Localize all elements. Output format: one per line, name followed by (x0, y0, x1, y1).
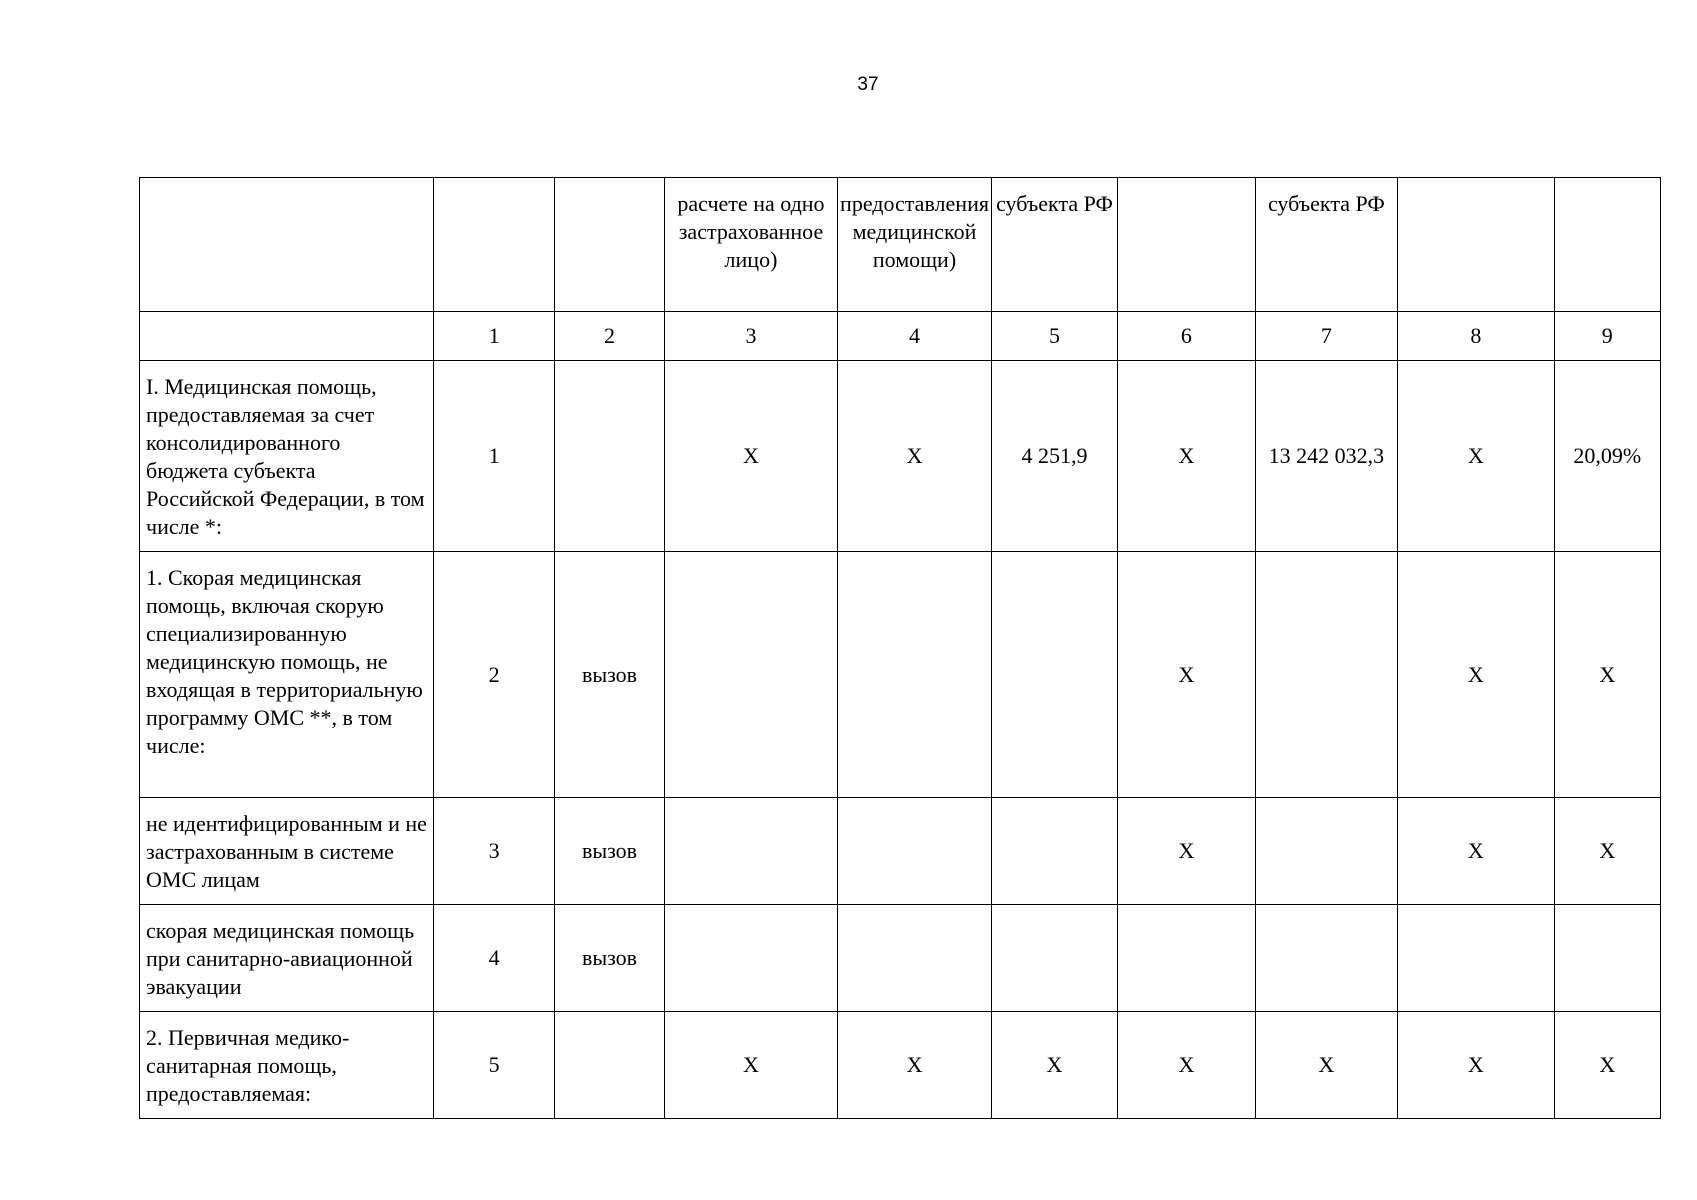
page-number: 37 (857, 74, 879, 95)
header-cell-name (140, 178, 434, 312)
row-cell-2: вызов (555, 552, 664, 798)
row-cell-8: Х (1398, 798, 1555, 905)
row-cell-4 (838, 798, 992, 905)
table-row (140, 552, 1661, 798)
row-cell-7: 13 242 032,3 (1255, 361, 1397, 552)
colnum-7: 7 (1255, 312, 1397, 361)
colnum-6: 6 (1118, 312, 1255, 361)
row-cell-3 (664, 798, 838, 905)
row-cell-9: Х (1554, 798, 1660, 905)
table-row (140, 1012, 1661, 1119)
row-cell-8: Х (1398, 361, 1555, 552)
header-cell-7: субъекта РФ (1255, 178, 1397, 312)
row-cell-6: Х (1118, 552, 1255, 798)
colnum-3: 3 (664, 312, 838, 361)
row-cell-6: Х (1118, 361, 1255, 552)
header-cell-6 (1118, 178, 1255, 312)
row-cell-6 (1118, 905, 1255, 1012)
column-number-row (140, 312, 1661, 361)
row-name: 2. Первичная медико-санитарная помощь, предоставляемая: (140, 1012, 434, 1119)
colnum-2: 2 (555, 312, 664, 361)
row-cell-5 (991, 552, 1117, 798)
colnum-1: 1 (433, 312, 554, 361)
row-cell-7 (1255, 905, 1397, 1012)
row-name: 1. Скорая медицинская помощь, включая скорую специализированную медицинскую помощь, не входящая в территориальную программу ОМС **, в том числе: (140, 552, 434, 798)
row-cell-3: Х (664, 361, 838, 552)
row-cell-8: Х (1398, 552, 1555, 798)
row-cell-8 (1398, 905, 1555, 1012)
header-cell-2 (555, 178, 664, 312)
row-cell-2: вызов (555, 798, 664, 905)
row-cell-5 (991, 798, 1117, 905)
colnum-9: 9 (1554, 312, 1660, 361)
header-cell-9 (1554, 178, 1660, 312)
colnum-4: 4 (838, 312, 992, 361)
row-cell-3 (664, 905, 838, 1012)
row-cell-4: Х (838, 1012, 992, 1119)
row-cell-3 (664, 552, 838, 798)
row-cell-4 (838, 905, 992, 1012)
row-cell-5: 4 251,9 (991, 361, 1117, 552)
header-cell-3: расчете на одно застрахованное лицо) (664, 178, 838, 312)
row-name: не идентифицированным и не застрахованным в системе ОМС лицам (140, 798, 434, 905)
row-cell-2 (555, 361, 664, 552)
header-cell-1 (433, 178, 554, 312)
table-row (140, 905, 1661, 1012)
row-cell-6: Х (1118, 798, 1255, 905)
row-cell-4: Х (838, 361, 992, 552)
table-row (140, 798, 1661, 905)
row-cell-1: 1 (433, 361, 554, 552)
row-cell-9: 20,09% (1554, 361, 1660, 552)
row-cell-7 (1255, 798, 1397, 905)
row-cell-8: Х (1398, 1012, 1555, 1119)
row-cell-5: Х (991, 1012, 1117, 1119)
row-cell-3: Х (664, 1012, 838, 1119)
row-cell-4 (838, 552, 992, 798)
row-cell-2: вызов (555, 905, 664, 1012)
row-cell-7 (1255, 552, 1397, 798)
colnum-8: 8 (1398, 312, 1555, 361)
row-cell-5 (991, 905, 1117, 1012)
row-cell-1: 3 (433, 798, 554, 905)
table-row (140, 361, 1661, 552)
header-cell-8 (1398, 178, 1555, 312)
row-cell-6: Х (1118, 1012, 1255, 1119)
header-continuation-row (140, 178, 1661, 312)
row-cell-1: 2 (433, 552, 554, 798)
row-cell-9 (1554, 905, 1660, 1012)
row-cell-1: 4 (433, 905, 554, 1012)
colnum-name (140, 312, 434, 361)
row-cell-7: Х (1255, 1012, 1397, 1119)
row-name: скорая медицинская помощь при санитарно-авиационной эвакуации (140, 905, 434, 1012)
row-cell-2 (555, 1012, 664, 1119)
budget-table (139, 177, 1661, 1119)
row-name: I. Медицинская помощь, предоставляемая за счет консолидированного бюджета субъекта Российской Федерации, в том числе *: (140, 361, 434, 552)
header-cell-4: предоставления медицинской помощи) (838, 178, 992, 312)
header-cell-5: субъекта РФ (991, 178, 1117, 312)
row-cell-1: 5 (433, 1012, 554, 1119)
colnum-5: 5 (991, 312, 1117, 361)
row-cell-9: Х (1554, 552, 1660, 798)
row-cell-9: Х (1554, 1012, 1660, 1119)
